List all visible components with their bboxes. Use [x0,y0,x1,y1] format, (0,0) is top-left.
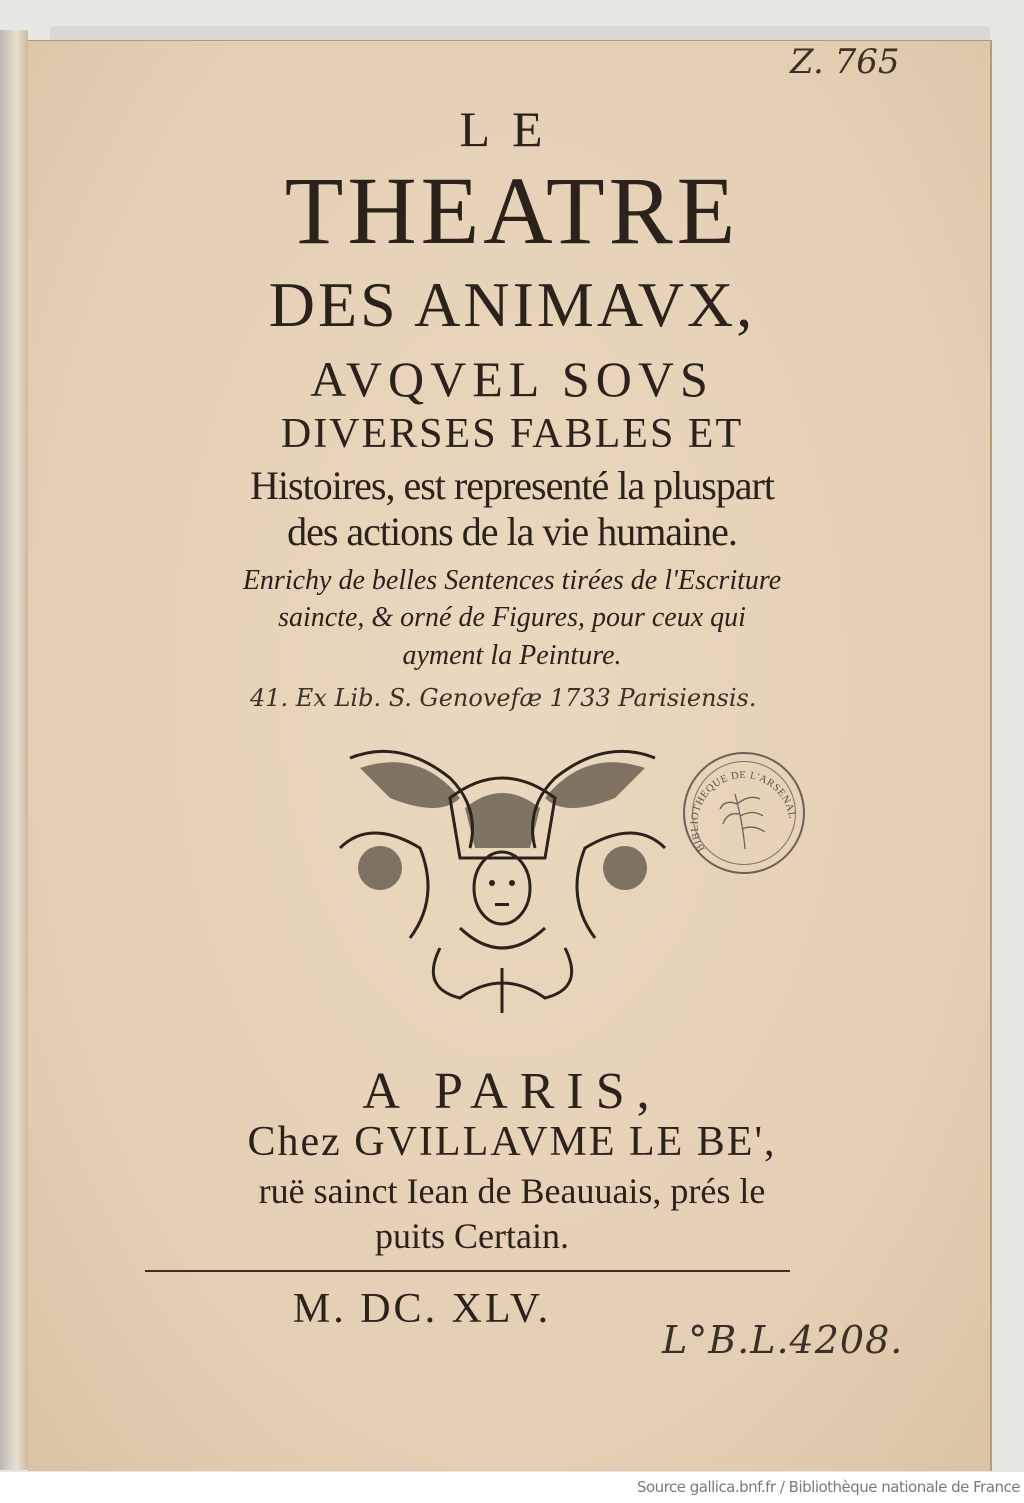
publication-date: M. DC. XLV. [292,1286,552,1332]
title-le: LE [459,101,565,157]
title-auquel: AVQVEL SOVS [310,351,714,407]
stamp-text: BIBLIOTHEQUE DE L'ARSENAL [689,769,798,853]
footer-bar [0,1472,1024,1503]
title-histoires: Histoires, est representé la pluspart [250,463,774,508]
divider-rule [145,1270,790,1272]
imprint-publisher: Chez GVILLAVME LE BE', [247,1119,777,1165]
svg-text:BIBLIOTHEQUE DE L'ARSENAL [689,770,797,853]
title-actions: des actions de la vie humaine. [287,509,737,554]
imprint-address-1: ruë sainct Iean de Beauuais, prés le [258,1171,766,1211]
shelfmark-top: Z. 765 [790,42,900,82]
imprint-city: A PARIS, [362,1063,662,1120]
subtitle-line-3: ayment la Peinture. [402,640,622,671]
imprint-address-2: puits Certain. [375,1216,569,1256]
title-des-animaux: DES ANIMAVX, [268,269,756,340]
title-diverses: DIVERSES FABLES ET [280,411,744,457]
title-theatre: THEATRE [284,157,740,264]
library-stamp [683,752,805,874]
shelfmark-bottom: L°B.L.4208. [662,1318,904,1362]
subtitle-line-1: Enrichy de belles Sentences tirées de l'Escriture [242,565,782,596]
stamp-palm-icon [685,754,803,872]
source-credit: Source gallica.bnf.fr / Bibliothèque nationale de France [636,1478,1020,1496]
ex-libris-inscription: 41. Ex Lib. S. Genovefæ 1733 Parisiensis. [250,684,757,712]
ornament-mask-icon [330,738,675,1013]
subtitle-line-2: saincte, & orné de Figures, pour ceux qui [278,602,746,633]
